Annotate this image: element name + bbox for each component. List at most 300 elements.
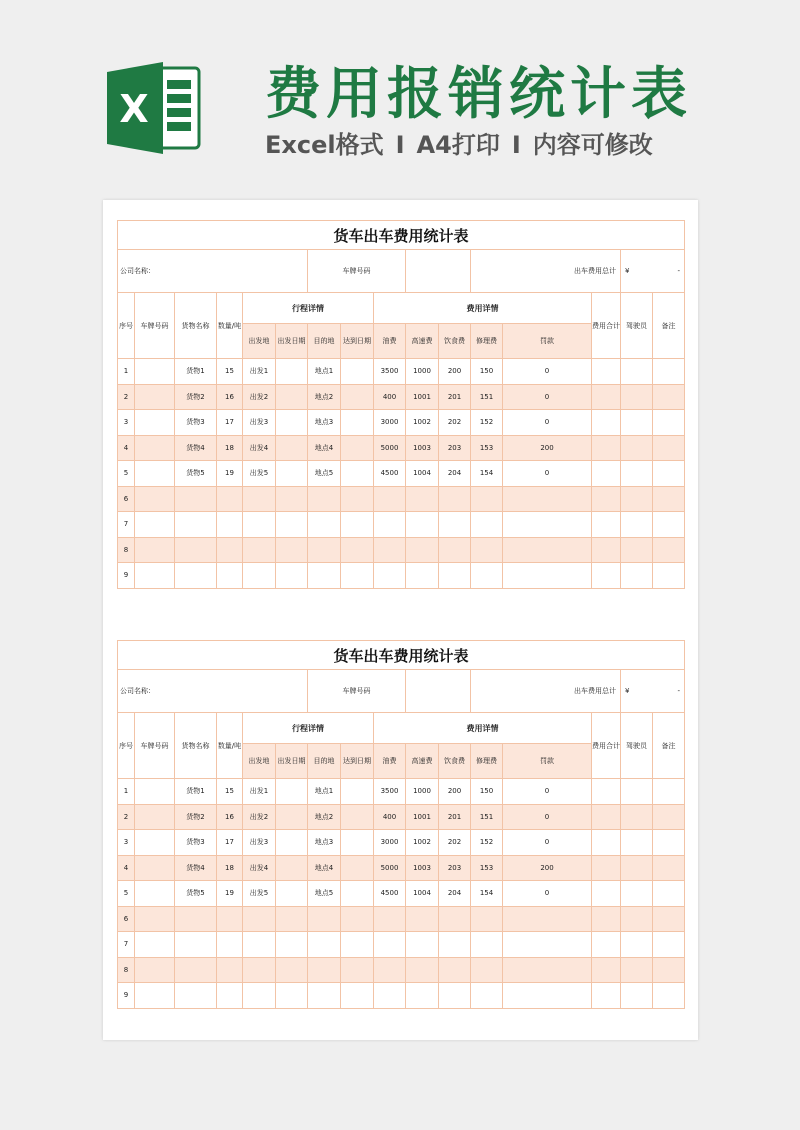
cell-seq[interactable]: 1	[118, 359, 135, 385]
cell-goods[interactable]	[175, 537, 217, 563]
cell-food[interactable]	[439, 932, 471, 958]
cell-toll[interactable]	[406, 563, 439, 589]
cell-plate[interactable]	[135, 881, 175, 907]
cell-note[interactable]	[653, 932, 685, 958]
cell-seq[interactable]: 9	[118, 983, 135, 1009]
cell-plate[interactable]	[135, 461, 175, 487]
cell-food[interactable]: 204	[439, 881, 471, 907]
cell-repair[interactable]: 150	[471, 359, 503, 385]
cell-food[interactable]: 202	[439, 830, 471, 856]
cell-repair[interactable]	[471, 983, 503, 1009]
cell-note[interactable]	[653, 359, 685, 385]
cell-dest[interactable]: 地点4	[308, 435, 341, 461]
cell-depart-date[interactable]	[276, 855, 308, 881]
cell-depart-date[interactable]	[276, 486, 308, 512]
cell-food[interactable]	[439, 486, 471, 512]
subtitle-editable: 内容可修改	[532, 131, 653, 159]
cell-dest[interactable]	[308, 906, 341, 932]
cell-fine[interactable]	[503, 957, 592, 983]
cell-goods[interactable]: 货物2	[175, 384, 217, 410]
cell-fuel[interactable]	[374, 906, 406, 932]
cell-from[interactable]	[243, 486, 276, 512]
cell-repair[interactable]: 154	[471, 881, 503, 907]
cell-repair[interactable]: 151	[471, 804, 503, 830]
cell-from[interactable]	[243, 563, 276, 589]
cell-arrive-date[interactable]	[341, 855, 374, 881]
cell-driver[interactable]	[621, 512, 653, 538]
cell-repair[interactable]	[471, 512, 503, 538]
cell-from[interactable]	[243, 512, 276, 538]
cell-arrive-date[interactable]	[341, 563, 374, 589]
cell-fine[interactable]	[503, 906, 592, 932]
cell-dest[interactable]	[308, 486, 341, 512]
cell-goods[interactable]	[175, 983, 217, 1009]
cell-seq[interactable]: 7	[118, 512, 135, 538]
cell-fine[interactable]: 0	[503, 384, 592, 410]
cell-toll[interactable]: 1002	[406, 410, 439, 436]
cell-seq[interactable]: 3	[118, 830, 135, 856]
cell-fuel[interactable]: 3000	[374, 830, 406, 856]
cell-dest[interactable]: 地点5	[308, 881, 341, 907]
cell-note[interactable]	[653, 804, 685, 830]
cell-goods[interactable]: 货物5	[175, 881, 217, 907]
cell-total[interactable]	[592, 957, 621, 983]
cell-qty[interactable]	[217, 512, 243, 538]
cell-from[interactable]: 出发2	[243, 804, 276, 830]
plate-number-cell[interactable]	[406, 670, 471, 713]
cell-fuel[interactable]	[374, 983, 406, 1009]
cell-total[interactable]	[592, 435, 621, 461]
cell-toll[interactable]: 1004	[406, 881, 439, 907]
cell-goods[interactable]: 货物4	[175, 435, 217, 461]
cell-plate[interactable]	[135, 384, 175, 410]
cell-qty[interactable]: 15	[217, 779, 243, 805]
cell-fuel[interactable]: 3000	[374, 410, 406, 436]
cell-food[interactable]: 200	[439, 779, 471, 805]
cell-fuel[interactable]	[374, 932, 406, 958]
cell-seq[interactable]: 7	[118, 932, 135, 958]
cell-total[interactable]	[592, 537, 621, 563]
cell-repair[interactable]	[471, 906, 503, 932]
cell-note[interactable]	[653, 779, 685, 805]
cell-from[interactable]: 出发4	[243, 855, 276, 881]
cell-arrive-date[interactable]	[341, 983, 374, 1009]
cell-qty[interactable]	[217, 563, 243, 589]
cell-fine[interactable]: 0	[503, 461, 592, 487]
cell-fine[interactable]	[503, 983, 592, 1009]
cell-fine[interactable]: 0	[503, 830, 592, 856]
cell-total[interactable]	[592, 983, 621, 1009]
cell-fine[interactable]	[503, 537, 592, 563]
cell-note[interactable]	[653, 563, 685, 589]
cell-fuel[interactable]	[374, 563, 406, 589]
cell-from[interactable]: 出发1	[243, 359, 276, 385]
cell-qty[interactable]: 19	[217, 461, 243, 487]
cell-driver[interactable]	[621, 830, 653, 856]
cell-fuel[interactable]	[374, 512, 406, 538]
cell-toll[interactable]	[406, 932, 439, 958]
cell-repair[interactable]: 152	[471, 830, 503, 856]
cell-driver[interactable]	[621, 410, 653, 436]
cell-note[interactable]	[653, 384, 685, 410]
cell-qty[interactable]: 16	[217, 804, 243, 830]
cell-from[interactable]: 出发1	[243, 779, 276, 805]
cell-seq[interactable]: 4	[118, 855, 135, 881]
cell-driver[interactable]	[621, 957, 653, 983]
cell-plate[interactable]	[135, 537, 175, 563]
cell-depart-date[interactable]	[276, 563, 308, 589]
cell-note[interactable]	[653, 461, 685, 487]
cell-repair[interactable]: 154	[471, 461, 503, 487]
cell-depart-date[interactable]	[276, 906, 308, 932]
cell-qty[interactable]	[217, 983, 243, 1009]
cell-seq[interactable]: 3	[118, 410, 135, 436]
cell-goods[interactable]	[175, 486, 217, 512]
cell-from[interactable]: 出发2	[243, 384, 276, 410]
cell-fuel[interactable]: 4500	[374, 461, 406, 487]
cell-arrive-date[interactable]	[341, 804, 374, 830]
cell-dest[interactable]: 地点2	[308, 384, 341, 410]
cell-qty[interactable]	[217, 486, 243, 512]
cell-repair[interactable]	[471, 486, 503, 512]
cell-toll[interactable]: 1003	[406, 855, 439, 881]
cell-depart-date[interactable]	[276, 779, 308, 805]
cell-toll[interactable]	[406, 957, 439, 983]
cell-food[interactable]: 200	[439, 359, 471, 385]
cell-repair[interactable]: 150	[471, 779, 503, 805]
cell-goods[interactable]: 货物3	[175, 410, 217, 436]
cell-food[interactable]: 202	[439, 410, 471, 436]
cell-dest[interactable]: 地点3	[308, 410, 341, 436]
cell-plate[interactable]	[135, 830, 175, 856]
table-row	[118, 932, 685, 958]
cell-total[interactable]	[592, 779, 621, 805]
cell-fine[interactable]: 0	[503, 359, 592, 385]
cell-fine[interactable]: 0	[503, 881, 592, 907]
cell-goods[interactable]: 货物3	[175, 830, 217, 856]
cell-total[interactable]	[592, 804, 621, 830]
cell-arrive-date[interactable]	[341, 906, 374, 932]
total-cost-value[interactable]	[621, 670, 685, 713]
cell-from[interactable]	[243, 983, 276, 1009]
cell-goods[interactable]: 货物4	[175, 855, 217, 881]
cell-arrive-date[interactable]	[341, 537, 374, 563]
cell-qty[interactable]	[217, 537, 243, 563]
cell-plate[interactable]	[135, 906, 175, 932]
cell-fine[interactable]	[503, 486, 592, 512]
cell-goods[interactable]	[175, 957, 217, 983]
cell-toll[interactable]	[406, 486, 439, 512]
cell-note[interactable]	[653, 512, 685, 538]
cell-dest[interactable]	[308, 537, 341, 563]
cell-dest[interactable]	[308, 983, 341, 1009]
cell-total[interactable]	[592, 932, 621, 958]
cell-toll[interactable]	[406, 512, 439, 538]
cell-toll[interactable]	[406, 906, 439, 932]
cell-total[interactable]	[592, 384, 621, 410]
cell-total[interactable]	[592, 410, 621, 436]
cell-fuel[interactable]	[374, 537, 406, 563]
cell-depart-date[interactable]	[276, 512, 308, 538]
cell-fine[interactable]: 0	[503, 410, 592, 436]
cell-dest[interactable]: 地点5	[308, 461, 341, 487]
cell-food[interactable]	[439, 537, 471, 563]
cell-arrive-date[interactable]	[341, 779, 374, 805]
plate-number-cell[interactable]	[406, 250, 471, 293]
cell-plate[interactable]	[135, 410, 175, 436]
cell-fuel[interactable]: 400	[374, 384, 406, 410]
cell-note[interactable]	[653, 537, 685, 563]
cell-total[interactable]	[592, 563, 621, 589]
cell-depart-date[interactable]	[276, 932, 308, 958]
cell-arrive-date[interactable]	[341, 486, 374, 512]
cell-plate[interactable]	[135, 957, 175, 983]
cell-fuel[interactable]: 4500	[374, 881, 406, 907]
cell-fuel[interactable]: 3500	[374, 359, 406, 385]
cell-note[interactable]	[653, 855, 685, 881]
cell-fine[interactable]	[503, 512, 592, 538]
cell-plate[interactable]	[135, 779, 175, 805]
cell-driver[interactable]	[621, 384, 653, 410]
cell-arrive-date[interactable]	[341, 410, 374, 436]
cell-toll[interactable]	[406, 537, 439, 563]
col-header-fuel: 油费	[374, 744, 406, 779]
cell-plate[interactable]	[135, 435, 175, 461]
cell-repair[interactable]: 153	[471, 435, 503, 461]
cell-driver[interactable]	[621, 804, 653, 830]
cell-toll[interactable]: 1004	[406, 461, 439, 487]
cell-goods[interactable]	[175, 906, 217, 932]
cell-arrive-date[interactable]	[341, 359, 374, 385]
cell-driver[interactable]	[621, 435, 653, 461]
cell-note[interactable]	[653, 983, 685, 1009]
cell-driver[interactable]	[621, 906, 653, 932]
cell-goods[interactable]: 货物1	[175, 359, 217, 385]
cell-seq[interactable]: 5	[118, 881, 135, 907]
cell-seq[interactable]: 8	[118, 957, 135, 983]
cell-driver[interactable]	[621, 563, 653, 589]
cell-depart-date[interactable]	[276, 359, 308, 385]
cell-food[interactable]	[439, 957, 471, 983]
cell-toll[interactable]: 1001	[406, 384, 439, 410]
cell-toll[interactable]	[406, 983, 439, 1009]
cell-total[interactable]	[592, 359, 621, 385]
cell-dest[interactable]: 地点1	[308, 779, 341, 805]
cell-food[interactable]: 204	[439, 461, 471, 487]
cell-qty[interactable]	[217, 932, 243, 958]
cell-goods[interactable]: 货物5	[175, 461, 217, 487]
cell-driver[interactable]	[621, 486, 653, 512]
cell-depart-date[interactable]	[276, 983, 308, 1009]
expense-sheet	[117, 640, 684, 1009]
cell-note[interactable]	[653, 435, 685, 461]
cell-total[interactable]	[592, 830, 621, 856]
cell-food[interactable]	[439, 906, 471, 932]
cell-fuel[interactable]: 400	[374, 804, 406, 830]
cell-from[interactable]	[243, 906, 276, 932]
cell-driver[interactable]	[621, 779, 653, 805]
cell-seq[interactable]: 6	[118, 486, 135, 512]
col-header-toll: 高速费	[406, 744, 439, 779]
cell-repair[interactable]: 152	[471, 410, 503, 436]
cell-food[interactable]: 201	[439, 384, 471, 410]
cell-repair[interactable]	[471, 563, 503, 589]
cell-total[interactable]	[592, 881, 621, 907]
cell-arrive-date[interactable]	[341, 512, 374, 538]
cell-note[interactable]	[653, 486, 685, 512]
cell-food[interactable]: 201	[439, 804, 471, 830]
cell-from[interactable]	[243, 957, 276, 983]
cell-arrive-date[interactable]	[341, 881, 374, 907]
cell-qty[interactable]: 15	[217, 359, 243, 385]
cell-depart-date[interactable]	[276, 384, 308, 410]
cell-plate[interactable]	[135, 932, 175, 958]
cell-depart-date[interactable]	[276, 461, 308, 487]
table-row	[118, 461, 685, 487]
cell-arrive-date[interactable]	[341, 932, 374, 958]
cell-driver[interactable]	[621, 881, 653, 907]
cell-repair[interactable]	[471, 957, 503, 983]
cell-fine[interactable]: 0	[503, 804, 592, 830]
cell-qty[interactable]: 16	[217, 384, 243, 410]
cell-from[interactable]: 出发3	[243, 410, 276, 436]
cell-driver[interactable]	[621, 932, 653, 958]
cell-qty[interactable]: 17	[217, 410, 243, 436]
cell-fuel[interactable]	[374, 957, 406, 983]
cell-repair[interactable]: 151	[471, 384, 503, 410]
cell-goods[interactable]: 货物2	[175, 804, 217, 830]
cell-seq[interactable]: 1	[118, 779, 135, 805]
cell-food[interactable]	[439, 512, 471, 538]
cell-arrive-date[interactable]	[341, 384, 374, 410]
cell-toll[interactable]: 1000	[406, 359, 439, 385]
cell-arrive-date[interactable]	[341, 461, 374, 487]
cell-seq[interactable]: 8	[118, 537, 135, 563]
cell-toll[interactable]: 1000	[406, 779, 439, 805]
plate-number-label: 车牌号码	[308, 670, 406, 713]
cell-dest[interactable]	[308, 512, 341, 538]
cell-driver[interactable]	[621, 461, 653, 487]
cell-qty[interactable]	[217, 906, 243, 932]
col-header-repair: 修理费	[471, 324, 503, 359]
cell-seq[interactable]: 4	[118, 435, 135, 461]
cell-total[interactable]	[592, 855, 621, 881]
total-cost-value[interactable]	[621, 250, 685, 293]
cell-dest[interactable]	[308, 563, 341, 589]
cell-fuel[interactable]: 5000	[374, 435, 406, 461]
cell-goods[interactable]	[175, 563, 217, 589]
cell-fuel[interactable]: 3500	[374, 779, 406, 805]
cell-arrive-date[interactable]	[341, 435, 374, 461]
cell-toll[interactable]: 1002	[406, 830, 439, 856]
cell-depart-date[interactable]	[276, 881, 308, 907]
cell-qty[interactable]: 19	[217, 881, 243, 907]
cell-depart-date[interactable]	[276, 957, 308, 983]
cell-seq[interactable]: 5	[118, 461, 135, 487]
cell-driver[interactable]	[621, 359, 653, 385]
cell-from[interactable]: 出发5	[243, 461, 276, 487]
cell-repair[interactable]: 153	[471, 855, 503, 881]
cell-dest[interactable]: 地点4	[308, 855, 341, 881]
cell-qty[interactable]: 18	[217, 855, 243, 881]
cell-fuel[interactable]	[374, 486, 406, 512]
cell-food[interactable]: 203	[439, 855, 471, 881]
cell-plate[interactable]	[135, 486, 175, 512]
cell-fine[interactable]: 200	[503, 435, 592, 461]
cell-food[interactable]	[439, 563, 471, 589]
cell-fine[interactable]: 0	[503, 779, 592, 805]
cell-from[interactable]	[243, 932, 276, 958]
cell-food[interactable]: 203	[439, 435, 471, 461]
cell-plate[interactable]	[135, 359, 175, 385]
cell-total[interactable]	[592, 461, 621, 487]
cell-plate[interactable]	[135, 512, 175, 538]
cell-arrive-date[interactable]	[341, 830, 374, 856]
cell-toll[interactable]: 1003	[406, 435, 439, 461]
cell-driver[interactable]	[621, 983, 653, 1009]
cell-note[interactable]	[653, 830, 685, 856]
cell-from[interactable]	[243, 537, 276, 563]
cell-depart-date[interactable]	[276, 435, 308, 461]
cell-from[interactable]: 出发5	[243, 881, 276, 907]
cell-seq[interactable]: 2	[118, 384, 135, 410]
cell-fine[interactable]: 200	[503, 855, 592, 881]
cell-seq[interactable]: 9	[118, 563, 135, 589]
cell-dest[interactable]: 地点2	[308, 804, 341, 830]
cell-total[interactable]	[592, 512, 621, 538]
cell-qty[interactable]: 17	[217, 830, 243, 856]
cell-fuel[interactable]: 5000	[374, 855, 406, 881]
cell-fine[interactable]	[503, 563, 592, 589]
cell-depart-date[interactable]	[276, 804, 308, 830]
cell-depart-date[interactable]	[276, 410, 308, 436]
cell-repair[interactable]	[471, 932, 503, 958]
cell-repair[interactable]	[471, 537, 503, 563]
cell-food[interactable]	[439, 983, 471, 1009]
cell-dest[interactable]: 地点3	[308, 830, 341, 856]
cell-seq[interactable]: 6	[118, 906, 135, 932]
cell-plate[interactable]	[135, 855, 175, 881]
cell-qty[interactable]	[217, 957, 243, 983]
cell-note[interactable]	[653, 906, 685, 932]
cell-dest[interactable]: 地点1	[308, 359, 341, 385]
cell-from[interactable]: 出发4	[243, 435, 276, 461]
cell-plate[interactable]	[135, 983, 175, 1009]
cell-note[interactable]	[653, 957, 685, 983]
cell-note[interactable]	[653, 881, 685, 907]
cell-from[interactable]: 出发3	[243, 830, 276, 856]
cell-toll[interactable]: 1001	[406, 804, 439, 830]
cell-total[interactable]	[592, 906, 621, 932]
cell-driver[interactable]	[621, 537, 653, 563]
cell-depart-date[interactable]	[276, 830, 308, 856]
cell-arrive-date[interactable]	[341, 957, 374, 983]
cell-total[interactable]	[592, 486, 621, 512]
cell-driver[interactable]	[621, 855, 653, 881]
cell-dest[interactable]	[308, 932, 341, 958]
cell-goods[interactable]	[175, 512, 217, 538]
cell-seq[interactable]: 2	[118, 804, 135, 830]
cell-dest[interactable]	[308, 957, 341, 983]
cell-goods[interactable]	[175, 932, 217, 958]
cell-plate[interactable]	[135, 804, 175, 830]
cell-fine[interactable]	[503, 932, 592, 958]
cell-goods[interactable]: 货物1	[175, 779, 217, 805]
cell-plate[interactable]	[135, 563, 175, 589]
cell-qty[interactable]: 18	[217, 435, 243, 461]
cell-note[interactable]	[653, 410, 685, 436]
cell-depart-date[interactable]	[276, 537, 308, 563]
